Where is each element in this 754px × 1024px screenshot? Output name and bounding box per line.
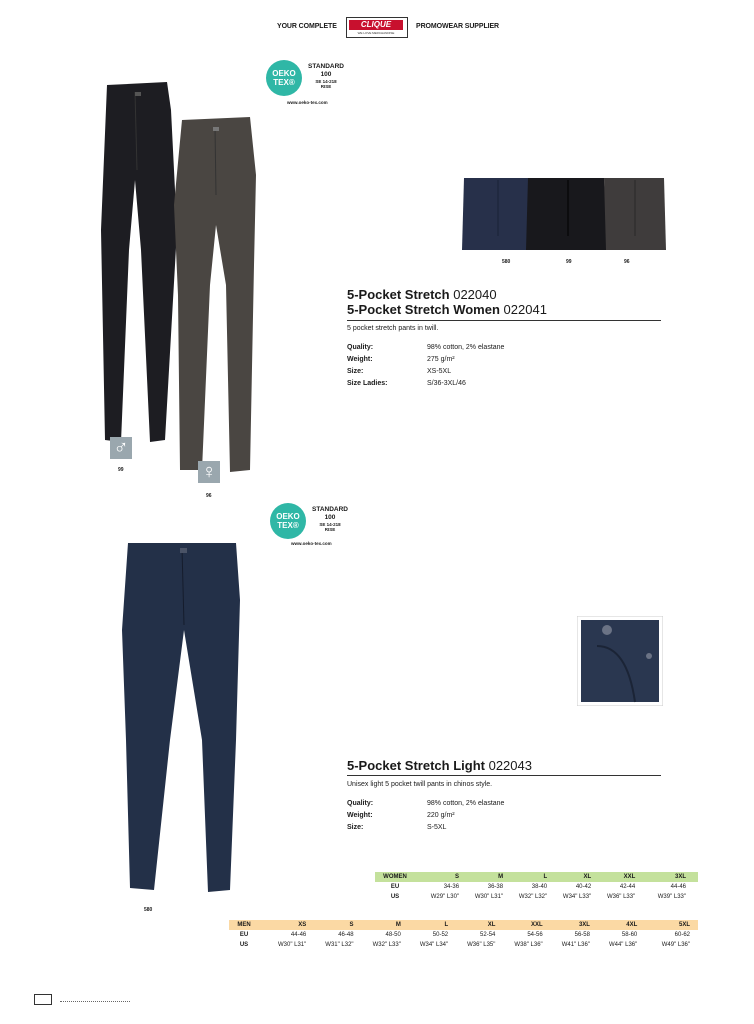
oeko-url: www.oeko-tex.com bbox=[287, 100, 328, 105]
table-header-row: MEN XS S M L XL XXL 3XL 4XL 5XL bbox=[229, 920, 698, 930]
men-size-table bbox=[229, 920, 698, 950]
female-icon: ♀ bbox=[198, 461, 220, 483]
divider bbox=[347, 320, 661, 321]
female-color-code: 96 bbox=[206, 493, 212, 499]
divider bbox=[347, 775, 661, 776]
clique-logo: CLIQUE WE LOVE MERCHANDISE bbox=[346, 17, 408, 38]
womens-grey-pants-image bbox=[170, 115, 280, 475]
table-row: US W30" L31" W31" L32" W32" L33" W34" L34" W36" L35" W38" L36" W41" L36" W44" L36" W49" L36" bbox=[239, 942, 690, 948]
footer-text bbox=[60, 996, 130, 1002]
swatch-code-3: 96 bbox=[624, 259, 630, 265]
swatch-code-2: 99 bbox=[566, 259, 572, 265]
header-right-text: PROMOWEAR SUPPLIER bbox=[416, 23, 499, 30]
table-row: EU 44-46 46-48 48-50 50-52 52-54 54-56 56-58 58-60 60-62 bbox=[239, 932, 690, 938]
fabric-detail-image bbox=[577, 616, 663, 706]
product2-title: 5-Pocket Stretch Light 022043 bbox=[347, 758, 532, 773]
table-row: EU 34-36 36-38 38-40 40-42 42-44 44-46 bbox=[390, 884, 686, 890]
oeko-tex-logo: OEKO TEX® bbox=[266, 60, 302, 96]
navy-pants-image bbox=[118, 540, 258, 900]
male-color-code: 99 bbox=[118, 467, 124, 473]
oeko-standard-label: STANDARD 100 SE 14-218 RISE bbox=[312, 506, 348, 532]
women-size-table bbox=[375, 872, 698, 902]
table-row: US W29" L30" W30" L31" W32" L32" W34" L33" W36" L33" W39" L33" bbox=[390, 894, 686, 900]
product2-description: Unisex light 5 pocket twill pants in chinos style. bbox=[347, 781, 493, 788]
color-swatches bbox=[460, 176, 668, 252]
header-left-text: YOUR COMPLETE bbox=[277, 23, 337, 30]
product1-specs: Quality: 98% cotton, 2% elastane Weight: 275 g/m² Size: XS-5XL Size Ladies: S/36-3XL/46 bbox=[347, 344, 505, 387]
product1-title-1: 5-Pocket Stretch 022040 bbox=[347, 287, 497, 302]
product2-color-code: 580 bbox=[144, 907, 153, 913]
oeko-url: www.oeko-tex.com bbox=[291, 541, 332, 546]
swatch-code-1: 580 bbox=[502, 259, 511, 265]
product1-title-2: 5-Pocket Stretch Women 022041 bbox=[347, 302, 547, 317]
oeko-tex-logo: OEKO TEX® bbox=[270, 503, 306, 539]
product2-specs: Quality: 98% cotton, 2% elastane Weight: 220 g/m² Size: S-5XL bbox=[347, 800, 505, 831]
oeko-standard-label: STANDARD 100 SE 14-218 RISE bbox=[308, 63, 344, 89]
table-header-row: WOMEN S M L XL XXL 3XL bbox=[375, 872, 698, 882]
product1-description: 5 pocket stretch pants in twill. bbox=[347, 325, 439, 332]
male-icon: ♂ bbox=[110, 437, 132, 459]
page-number-box bbox=[34, 994, 52, 1005]
